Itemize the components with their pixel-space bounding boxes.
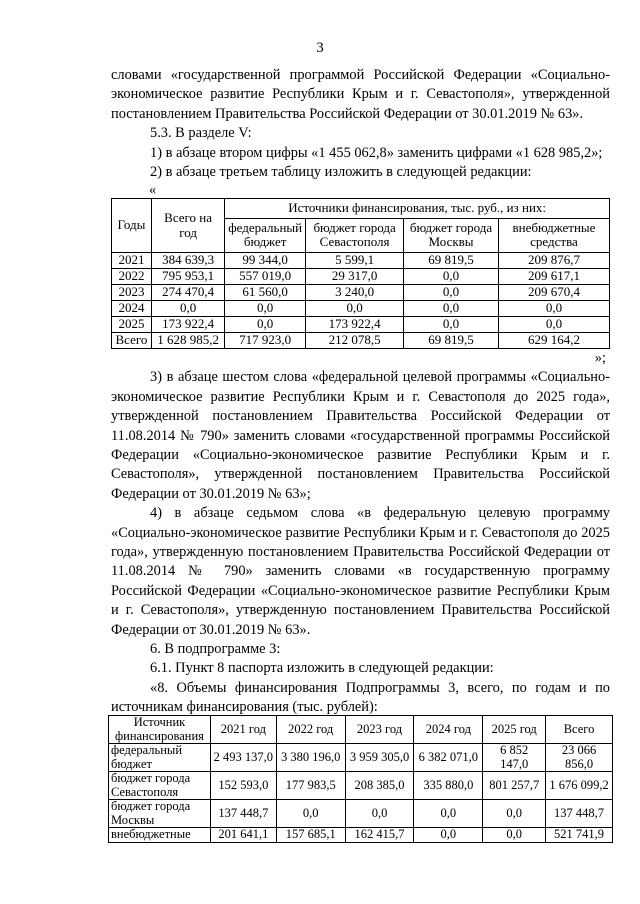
table-cell: 521 741,9 xyxy=(546,828,613,843)
header-years: Годы xyxy=(112,199,152,253)
header-total: Всего на год xyxy=(151,199,224,253)
table-cell: 3 380 196,0 xyxy=(276,744,345,772)
table-row xyxy=(112,316,610,332)
table-cell: 208 385,0 xyxy=(345,772,414,800)
table-cell: 177 983,5 xyxy=(276,772,345,800)
table-cell: 29 317,0 xyxy=(306,268,404,284)
table-cell: 2024 xyxy=(112,300,152,316)
table-header-row xyxy=(109,716,613,744)
table-cell: 0,0 xyxy=(306,300,404,316)
paragraph: 2) в абзаце третьем таблицу изложить в следующей редакции: xyxy=(150,164,532,181)
table-cell: 137 448,7 xyxy=(210,800,276,828)
table-cell: 0,0 xyxy=(404,316,499,332)
table-cell: 1 676 099,2 xyxy=(546,772,613,800)
header-moscow: бюджет города Москвы xyxy=(404,218,499,252)
table-cell: 152 593,0 xyxy=(210,772,276,800)
table-cell: 0,0 xyxy=(498,300,609,316)
open-quote: « xyxy=(149,182,157,199)
table-cell: 162 415,7 xyxy=(345,828,414,843)
table-cell: 0,0 xyxy=(151,300,224,316)
paragraph: 3) в абзаце шестом слова «федеральной целевой программы «Социально-экономическое развитие Республики Крым и г. Севастополя до 2025 года», утвержденной постановлением Правительства Российской Федерации от 11.08.2014 № 790» заменить словами «государственной программы Российской Федерации «Социально-экономическое развитие Республики Крым и г. Севастополя», утвержденной постановлением Правительства Российской Федерации от 30.01.2019 № 63»; xyxy=(111,369,610,502)
table-cell: 0,0 xyxy=(414,800,483,828)
table-cell: 3 959 305,0 xyxy=(345,744,414,772)
table-cell: 0,0 xyxy=(414,828,483,843)
table-cell: 23 066 856,0 xyxy=(546,744,613,772)
table-cell: 795 953,1 xyxy=(151,268,224,284)
header-year: 2025 год xyxy=(483,716,546,744)
financing-table-by-source xyxy=(108,715,613,843)
header-total: Всего xyxy=(546,716,613,744)
table-cell: 0,0 xyxy=(345,800,414,828)
table-cell: 0,0 xyxy=(404,268,499,284)
table-cell: 157 685,1 xyxy=(276,828,345,843)
header-year: 2021 год xyxy=(210,716,276,744)
table-cell: 209 617,1 xyxy=(498,268,609,284)
row-label: федеральный бюджет xyxy=(109,744,211,772)
table-cell: 335 880,0 xyxy=(414,772,483,800)
table-cell: 0,0 xyxy=(404,300,499,316)
row-label: бюджет города Москвы xyxy=(109,800,211,828)
table-row xyxy=(109,828,613,843)
header-sevastopol: бюджет города Севастополя xyxy=(306,218,404,252)
paragraph: 6. В подпрограмме 3: xyxy=(150,641,281,658)
table-cell: Всего xyxy=(112,332,152,348)
table-cell: 99 344,0 xyxy=(225,252,306,268)
table-cell: 0,0 xyxy=(498,316,609,332)
table-cell: 61 560,0 xyxy=(225,284,306,300)
paragraph: 5.3. В разделе V: xyxy=(150,125,252,142)
table-cell: 557 019,0 xyxy=(225,268,306,284)
table-cell: 173 922,4 xyxy=(306,316,404,332)
table-cell: 0,0 xyxy=(225,316,306,332)
table-row xyxy=(109,772,613,800)
table-cell: 717 923,0 xyxy=(225,332,306,348)
table-cell: 201 641,1 xyxy=(210,828,276,843)
table-cell: 2022 xyxy=(112,268,152,284)
table-cell: 2 493 137,0 xyxy=(210,744,276,772)
row-label: внебюджетные xyxy=(109,828,211,843)
header-year: 2023 год xyxy=(345,716,414,744)
table-cell: 2021 xyxy=(112,252,152,268)
table-cell: 0,0 xyxy=(404,284,499,300)
table-row xyxy=(112,252,610,268)
table-cell: 384 639,3 xyxy=(151,252,224,268)
table-cell: 0,0 xyxy=(276,800,345,828)
paragraph: словами «государственной программой Российской Федерации «Социально-экономическое развитие Республики Крым и г. Севастополя», утвержденной постановлением Правительства Российской Федерации от 30.01.2019 № 63». xyxy=(111,67,610,122)
header-year: 2022 год xyxy=(276,716,345,744)
financing-table-by-year xyxy=(111,198,610,349)
document-body xyxy=(111,66,610,718)
paragraph: 4) в абзаце седьмом слова «в федеральную целевую программу «Социально-экономическое развитие Республики Крым и г. Севастополя до 2025 года», утвержденную постановлением Правительства Российской Федерации от 11.08.2014 № 790» заменить словами «в государственную программу Российской Федерации «Социально-экономическое развитие Республики Крым и г. Севастополя», утвержденную постановлением Правительства Российской Федерации от 30.01.2019 № 63». xyxy=(111,505,610,638)
table-row xyxy=(112,284,610,300)
table-cell: 212 078,5 xyxy=(306,332,404,348)
table-cell: 209 876,7 xyxy=(498,252,609,268)
table-row-total xyxy=(112,332,610,348)
header-year: 2024 год xyxy=(414,716,483,744)
table-cell: 1 628 985,2 xyxy=(151,332,224,348)
page-number: 3 xyxy=(316,40,324,56)
table-cell: 209 670,4 xyxy=(498,284,609,300)
header-extrabudget: внебюджетные средства xyxy=(498,218,609,252)
table-row xyxy=(109,800,613,828)
table-cell: 274 470,4 xyxy=(151,284,224,300)
paragraph: «8. Объемы финансирования Подпрограммы 3, всего, по годам и по источникам финансирования (тыс. рублей): xyxy=(111,679,610,716)
header-federal: федеральный бюджет xyxy=(225,218,306,252)
table-cell: 629 164,2 xyxy=(498,332,609,348)
header-source: Источник финансирования xyxy=(109,716,211,744)
row-label: бюджет города Севастополя xyxy=(109,772,211,800)
table-row xyxy=(109,744,613,772)
table-cell: 2025 xyxy=(112,316,152,332)
paragraph: 1) в абзаце втором цифры «1 455 062,8» заменить цифрами «1 628 985,2»; xyxy=(150,144,603,161)
table-cell: 69 819,5 xyxy=(404,252,499,268)
table-row xyxy=(112,268,610,284)
paragraph: 6.1. Пункт 8 паспорта изложить в следующей редакции: xyxy=(150,660,494,677)
header-sources-group: Источники финансирования, тыс. руб., из них: xyxy=(225,199,610,219)
table-cell: 3 240,0 xyxy=(306,284,404,300)
table-cell: 69 819,5 xyxy=(404,332,499,348)
table-cell: 2023 xyxy=(112,284,152,300)
table-cell: 0,0 xyxy=(483,800,546,828)
table-cell: 801 257,7 xyxy=(483,772,546,800)
table-cell: 5 599,1 xyxy=(306,252,404,268)
table-cell: 173 922,4 xyxy=(151,316,224,332)
table-cell: 6 852 147,0 xyxy=(483,744,546,772)
close-quote: »; xyxy=(594,349,606,366)
table-cell: 0,0 xyxy=(225,300,306,316)
table-cell: 137 448,7 xyxy=(546,800,613,828)
table-row xyxy=(112,300,610,316)
table-cell: 6 382 071,0 xyxy=(414,744,483,772)
table-cell: 0,0 xyxy=(483,828,546,843)
